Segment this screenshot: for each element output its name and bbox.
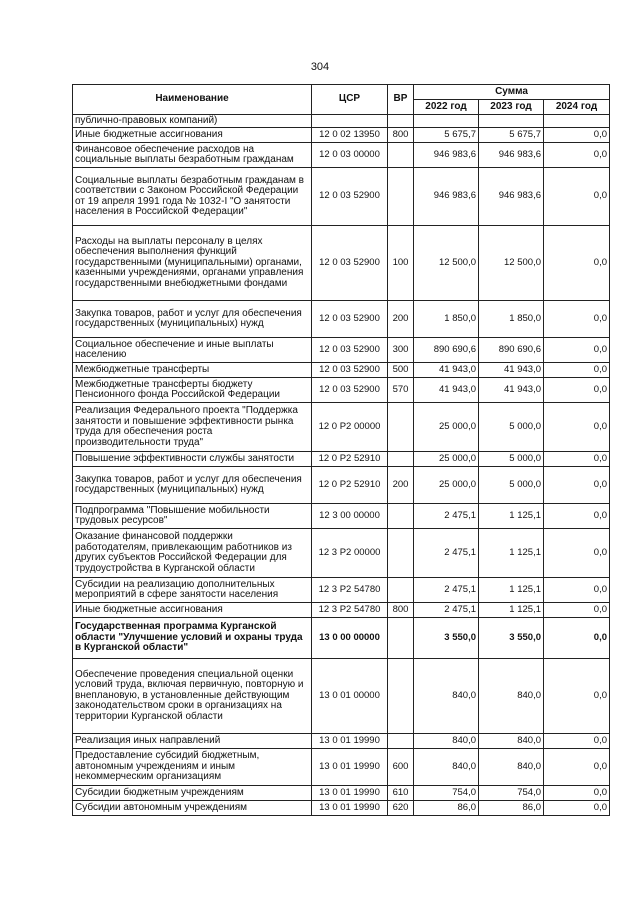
- row-2022-cell: 2 475,1: [414, 603, 479, 618]
- row-2024-cell: 0,0: [544, 504, 610, 529]
- table-row: [73, 504, 610, 529]
- row-csr-cell: 12 0 P2 00000: [312, 403, 388, 452]
- row-csr-cell: 12 3 P2 54780: [312, 603, 388, 618]
- row-2024-cell: 0,0: [544, 801, 610, 816]
- row-2024-cell: 0,0: [544, 467, 610, 504]
- table-row: [73, 452, 610, 467]
- row-2022-cell: 946 983,6: [414, 143, 479, 168]
- row-vr-cell: 610: [388, 786, 414, 801]
- row-csr-cell: 13 0 01 19990: [312, 786, 388, 801]
- row-vr-cell: [388, 578, 414, 603]
- row-2024-cell: 0,0: [544, 378, 610, 403]
- row-2024-cell: 0,0: [544, 786, 610, 801]
- row-2023-cell: 41 943,0: [479, 378, 544, 403]
- table-row: [73, 618, 610, 659]
- table-row: [73, 363, 610, 378]
- row-name-cell: Финансовое обеспечение расходов на социальные выплаты безработным гражданам: [73, 143, 312, 168]
- table-row: [73, 529, 610, 578]
- row-vr-cell: [388, 452, 414, 467]
- row-vr-cell: 200: [388, 301, 414, 338]
- table-row: [73, 786, 610, 801]
- table-row: [73, 734, 610, 749]
- header-name: Наименование: [73, 85, 312, 115]
- row-2022-cell: [414, 115, 479, 128]
- row-csr-cell: 12 0 03 52900: [312, 338, 388, 363]
- row-2022-cell: 86,0: [414, 801, 479, 816]
- row-name-cell: Повышение эффективности службы занятости: [73, 452, 312, 467]
- row-2024-cell: 0,0: [544, 452, 610, 467]
- row-2023-cell: 946 983,6: [479, 168, 544, 226]
- row-2024-cell: 0,0: [544, 578, 610, 603]
- row-2022-cell: 25 000,0: [414, 452, 479, 467]
- row-2024-cell: 0,0: [544, 603, 610, 618]
- row-csr-cell: 12 0 03 52900: [312, 363, 388, 378]
- row-csr-cell: 13 0 01 19990: [312, 749, 388, 786]
- row-csr-cell: 13 0 00 00000: [312, 618, 388, 659]
- row-name-cell: Предоставление субсидий бюджетным, автономным учреждениям и иным некоммерческим организациям: [73, 749, 312, 786]
- row-2022-cell: 41 943,0: [414, 363, 479, 378]
- row-2022-cell: 3 550,0: [414, 618, 479, 659]
- row-2022-cell: 2 475,1: [414, 529, 479, 578]
- row-2022-cell: 946 983,6: [414, 168, 479, 226]
- row-2024-cell: 0,0: [544, 301, 610, 338]
- row-name-cell: публично-правовых компаний): [73, 115, 312, 128]
- table-row: [73, 378, 610, 403]
- row-2024-cell: 0,0: [544, 749, 610, 786]
- row-csr-cell: 12 0 03 52900: [312, 226, 388, 301]
- row-2023-cell: 41 943,0: [479, 363, 544, 378]
- row-name-cell: Государственная программа Курганской области "Улучшение условий и охраны труда в Курганской области": [73, 618, 312, 659]
- table-row: [73, 467, 610, 504]
- row-2022-cell: 840,0: [414, 749, 479, 786]
- row-2024-cell: [544, 115, 610, 128]
- row-2024-cell: 0,0: [544, 618, 610, 659]
- row-name-cell: Расходы на выплаты персоналу в целях обеспечения выполнения функций государственными (муниципальными) органами, казенными учреждениями, органами управления государственными внебюджетными фондами: [73, 226, 312, 301]
- row-2023-cell: 5 000,0: [479, 452, 544, 467]
- row-vr-cell: [388, 618, 414, 659]
- row-vr-cell: [388, 529, 414, 578]
- row-vr-cell: [388, 659, 414, 734]
- row-vr-cell: 600: [388, 749, 414, 786]
- header-2022: 2022 год: [414, 100, 479, 115]
- row-2023-cell: 840,0: [479, 734, 544, 749]
- row-csr-cell: 12 0 P2 52910: [312, 467, 388, 504]
- row-2023-cell: 754,0: [479, 786, 544, 801]
- row-2023-cell: 1 125,1: [479, 578, 544, 603]
- row-csr-cell: 12 0 03 52900: [312, 378, 388, 403]
- table-row: [73, 403, 610, 452]
- row-name-cell: Субсидии бюджетным учреждениям: [73, 786, 312, 801]
- row-csr-cell: 12 0 03 00000: [312, 143, 388, 168]
- row-2022-cell: 754,0: [414, 786, 479, 801]
- table-row: [73, 749, 610, 786]
- table-row: [73, 801, 610, 816]
- row-2023-cell: 1 850,0: [479, 301, 544, 338]
- row-vr-cell: [388, 168, 414, 226]
- row-2023-cell: 12 500,0: [479, 226, 544, 301]
- table-row: [73, 659, 610, 734]
- row-name-cell: Реализация Федерального проекта "Поддержка занятости и повышение эффективности рынка труда для обеспечения роста производительности труда": [73, 403, 312, 452]
- row-name-cell: Закупка товаров, работ и услуг для обеспечения государственных (муниципальных) нужд: [73, 467, 312, 504]
- row-vr-cell: 200: [388, 467, 414, 504]
- table-row: [73, 338, 610, 363]
- row-2023-cell: 946 983,6: [479, 143, 544, 168]
- row-csr-cell: 12 0 03 52900: [312, 301, 388, 338]
- row-name-cell: Субсидии автономным учреждениям: [73, 801, 312, 816]
- row-vr-cell: [388, 504, 414, 529]
- row-2022-cell: 1 850,0: [414, 301, 479, 338]
- table-row: [73, 128, 610, 143]
- row-2023-cell: 1 125,1: [479, 529, 544, 578]
- row-vr-cell: [388, 403, 414, 452]
- header-row: [73, 85, 610, 100]
- row-name-cell: Социальные выплаты безработным гражданам в соответствии с Законом Российской Федерации от 19 апреля 1991 года № 1032-I "О занятости населения в Российской Федерации": [73, 168, 312, 226]
- row-csr-cell: [312, 115, 388, 128]
- row-csr-cell: 12 0 P2 52910: [312, 452, 388, 467]
- page-number: 304: [310, 61, 330, 73]
- row-vr-cell: [388, 734, 414, 749]
- row-vr-cell: 300: [388, 338, 414, 363]
- row-2023-cell: 1 125,1: [479, 504, 544, 529]
- table-row: [73, 301, 610, 338]
- row-vr-cell: 570: [388, 378, 414, 403]
- row-csr-cell: 12 3 P2 54780: [312, 578, 388, 603]
- header-sum: Сумма: [414, 85, 610, 100]
- row-2022-cell: 25 000,0: [414, 467, 479, 504]
- row-2023-cell: 3 550,0: [479, 618, 544, 659]
- row-2022-cell: 890 690,6: [414, 338, 479, 363]
- header-2024: 2024 год: [544, 100, 610, 115]
- row-name-cell: Оказание финансовой поддержки работодателям, привлекающим работников из других субъектов Российской Федерации для трудоустройства в Курганской области: [73, 529, 312, 578]
- row-vr-cell: [388, 115, 414, 128]
- row-2022-cell: 12 500,0: [414, 226, 479, 301]
- row-2022-cell: 2 475,1: [414, 504, 479, 529]
- row-csr-cell: 13 0 01 19990: [312, 734, 388, 749]
- row-csr-cell: 12 0 03 52900: [312, 168, 388, 226]
- row-vr-cell: 620: [388, 801, 414, 816]
- table-row: [73, 115, 610, 128]
- row-2024-cell: 0,0: [544, 403, 610, 452]
- table-row: [73, 578, 610, 603]
- row-csr-cell: 13 0 01 19990: [312, 801, 388, 816]
- table-row: [73, 143, 610, 168]
- row-csr-cell: 12 0 02 13950: [312, 128, 388, 143]
- row-vr-cell: [388, 143, 414, 168]
- row-2024-cell: 0,0: [544, 338, 610, 363]
- row-2023-cell: 5 675,7: [479, 128, 544, 143]
- row-2024-cell: 0,0: [544, 659, 610, 734]
- row-name-cell: Социальное обеспечение и иные выплаты населению: [73, 338, 312, 363]
- row-2023-cell: 5 000,0: [479, 403, 544, 452]
- row-2022-cell: 840,0: [414, 659, 479, 734]
- row-2024-cell: 0,0: [544, 734, 610, 749]
- row-name-cell: Межбюджетные трансферты бюджету Пенсионного фонда Российской Федерации: [73, 378, 312, 403]
- row-2024-cell: 0,0: [544, 226, 610, 301]
- row-2023-cell: 840,0: [479, 749, 544, 786]
- row-2023-cell: 5 000,0: [479, 467, 544, 504]
- row-2023-cell: 1 125,1: [479, 603, 544, 618]
- row-2024-cell: 0,0: [544, 168, 610, 226]
- row-name-cell: Иные бюджетные ассигнования: [73, 603, 312, 618]
- row-2024-cell: 0,0: [544, 529, 610, 578]
- row-vr-cell: 800: [388, 603, 414, 618]
- row-2023-cell: 86,0: [479, 801, 544, 816]
- row-2024-cell: 0,0: [544, 143, 610, 168]
- row-csr-cell: 12 3 00 00000: [312, 504, 388, 529]
- row-name-cell: Обеспечение проведения специальной оценки условий труда, включая первичную, повторную и внеплановую, в установленные действующим законодательством сроки в организациях на территории Курганской области: [73, 659, 312, 734]
- row-name-cell: Подпрограмма "Повышение мобильности трудовых ресурсов": [73, 504, 312, 529]
- row-vr-cell: 800: [388, 128, 414, 143]
- row-name-cell: Реализация иных направлений: [73, 734, 312, 749]
- row-vr-cell: 500: [388, 363, 414, 378]
- header-vr: ВР: [388, 85, 414, 115]
- header-2023: 2023 год: [479, 100, 544, 115]
- row-name-cell: Иные бюджетные ассигнования: [73, 128, 312, 143]
- row-name-cell: Субсидии на реализацию дополнительных мероприятий в сфере занятости населения: [73, 578, 312, 603]
- row-csr-cell: 13 0 01 00000: [312, 659, 388, 734]
- row-name-cell: Закупка товаров, работ и услуг для обеспечения государственных (муниципальных) нужд: [73, 301, 312, 338]
- row-2022-cell: 2 475,1: [414, 578, 479, 603]
- row-2023-cell: 890 690,6: [479, 338, 544, 363]
- row-2024-cell: 0,0: [544, 363, 610, 378]
- row-2023-cell: [479, 115, 544, 128]
- row-name-cell: Межбюджетные трансферты: [73, 363, 312, 378]
- table-row: [73, 168, 610, 226]
- row-vr-cell: 100: [388, 226, 414, 301]
- row-2022-cell: 840,0: [414, 734, 479, 749]
- row-2022-cell: 5 675,7: [414, 128, 479, 143]
- table-row: [73, 603, 610, 618]
- header-csr: ЦСР: [312, 85, 388, 115]
- row-csr-cell: 12 3 P2 00000: [312, 529, 388, 578]
- table-body: [73, 115, 610, 816]
- row-2022-cell: 41 943,0: [414, 378, 479, 403]
- row-2022-cell: 25 000,0: [414, 403, 479, 452]
- table-row: [73, 226, 610, 301]
- row-2023-cell: 840,0: [479, 659, 544, 734]
- row-2024-cell: 0,0: [544, 128, 610, 143]
- budget-table: [72, 84, 610, 816]
